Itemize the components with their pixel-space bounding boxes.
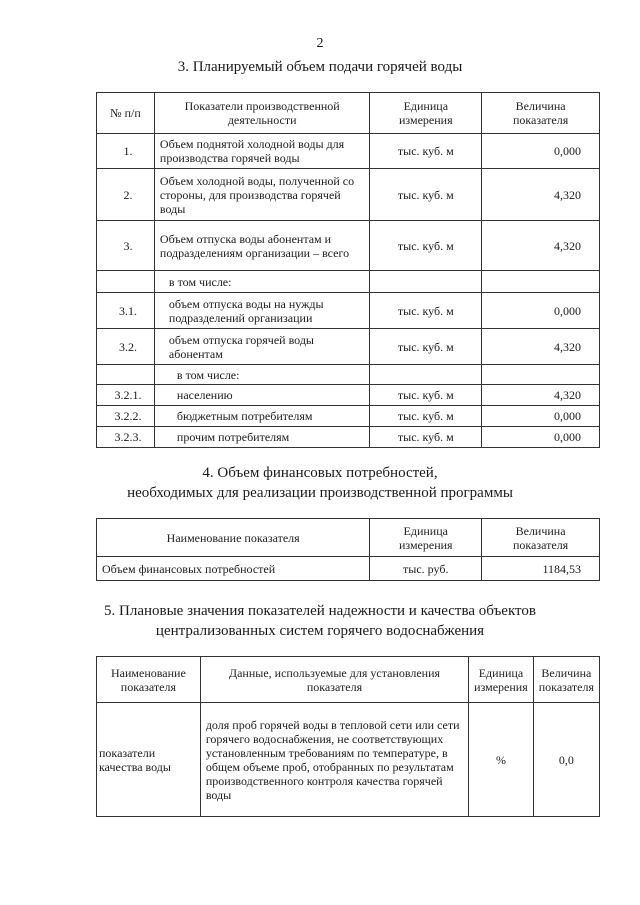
row-unit: тыс. куб. м [370, 221, 482, 271]
row-value: 0,0 [533, 703, 599, 817]
header-value: Величина показателя [482, 93, 600, 134]
row-value: 0,000 [482, 134, 600, 169]
row-name: населению [154, 385, 370, 406]
row-num: 3.2. [97, 329, 155, 365]
header-indicators: Показатели производственной деятельности [154, 93, 370, 134]
row-value: 0,000 [482, 427, 600, 448]
row-unit: тыс. куб. м [370, 385, 482, 406]
header-unit: Единица измерения [370, 519, 482, 557]
table-row [97, 293, 600, 329]
row-num: 1. [97, 134, 155, 169]
row-value: 1184,53 [482, 557, 600, 581]
header-value: Величина показателя [533, 657, 599, 703]
section5-table [96, 656, 600, 817]
table-row [97, 557, 600, 581]
row-unit: тыс. куб. м [370, 329, 482, 365]
section3-table [96, 92, 600, 448]
row-value: 0,000 [482, 406, 600, 427]
table-row [97, 134, 600, 169]
header-value: Величина показателя [482, 519, 600, 557]
header-name: Наименование показателя [97, 657, 201, 703]
row-unit: тыс. руб. [370, 557, 482, 581]
row-num: 3. [97, 221, 155, 271]
section5-title-line2: централизованных систем горячего водоснабжения [155, 623, 485, 639]
row-value: 4,320 [482, 329, 600, 365]
row-unit: тыс. куб. м [370, 406, 482, 427]
row-name: бюджетным потребителям [154, 406, 370, 427]
row-name: Объем отпуска воды абонентам и подразделениям организации – всего [154, 221, 370, 271]
row-name: Объем поднятой холодной воды для производства горячей воды [154, 134, 370, 169]
row-value [482, 365, 600, 385]
row-num: 3.2.1. [97, 385, 155, 406]
table-row [97, 385, 600, 406]
header-name: Наименование показателя [97, 519, 370, 557]
page-number: 2 [316, 36, 324, 51]
table-row [97, 271, 600, 293]
row-unit [370, 365, 482, 385]
row-value: 4,320 [482, 169, 600, 221]
table-row [97, 427, 600, 448]
section4-table [96, 518, 600, 581]
header-num: № п/п [97, 93, 155, 134]
table-row [97, 365, 600, 385]
section4-title-line2: необходимых для реализации производственной программы [127, 485, 513, 501]
row-value: 4,320 [482, 221, 600, 271]
table-row [97, 703, 600, 817]
row-num [97, 271, 155, 293]
table-row [97, 406, 600, 427]
row-value: 0,000 [482, 293, 600, 329]
row-unit: тыс. куб. м [370, 427, 482, 448]
row-num [97, 365, 155, 385]
table-row [97, 169, 600, 221]
section5-title-line1: 5. Плановые значения показателей надежности и качества объектов [104, 603, 536, 619]
row-unit: тыс. куб. м [370, 293, 482, 329]
header-data: Данные, используемые для установления показателя [200, 657, 468, 703]
row-data: доля проб горячей воды в тепловой сети или сети горячего водоснабжения, не соответствующих установленным требованиям по температуре, в общем объеме проб, отобранных по результатам производственного контроля качества горячей воды [200, 703, 468, 817]
row-name: показатели качества воды [97, 703, 201, 817]
section4-title-line1: 4. Объем финансовых потребностей, [202, 465, 438, 481]
row-unit: тыс. куб. м [370, 169, 482, 221]
row-num: 3.2.2. [97, 406, 155, 427]
row-unit [370, 271, 482, 293]
row-name: Объем холодной воды, полученной со стороны, для производства горячей воды [154, 169, 370, 221]
row-name: прочим потребителям [154, 427, 370, 448]
row-num: 2. [97, 169, 155, 221]
row-name: в том числе: [154, 365, 370, 385]
row-name: объем отпуска горячей воды абонентам [154, 329, 370, 365]
row-name: объем отпуска воды на нужды подразделений организации [154, 293, 370, 329]
row-name: в том числе: [154, 271, 370, 293]
row-unit: % [469, 703, 534, 817]
row-name: Объем финансовых потребностей [97, 557, 370, 581]
row-num: 3.1. [97, 293, 155, 329]
table-row [97, 329, 600, 365]
row-value [482, 271, 600, 293]
table-row [97, 221, 600, 271]
row-num: 3.2.3. [97, 427, 155, 448]
header-unit: Единица измерения [469, 657, 534, 703]
header-unit: Единица измерения [370, 93, 482, 134]
section3-title: 3. Планируемый объем подачи горячей воды [177, 59, 463, 75]
row-unit: тыс. куб. м [370, 134, 482, 169]
row-value: 4,320 [482, 385, 600, 406]
